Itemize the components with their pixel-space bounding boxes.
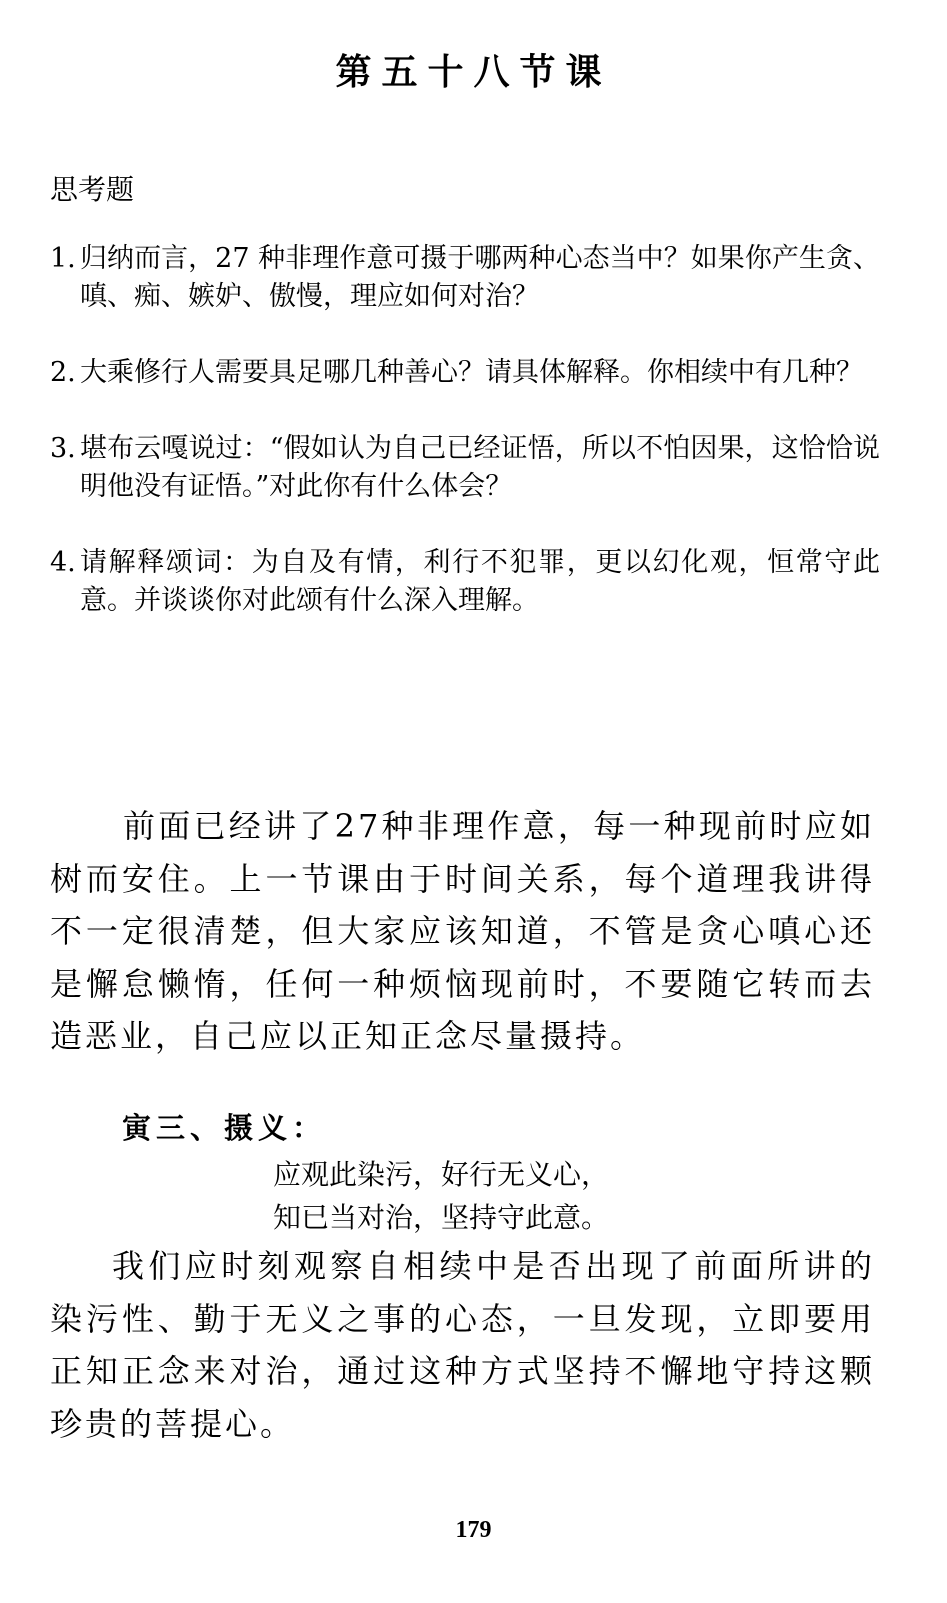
question-text: 请解释颂词：为自及有情，利行不犯罪，更以幻化观，恒常守此意。并谈谈你对此颂有什么深入理解。 <box>80 547 880 616</box>
section-heading: 寅三、摄义： <box>122 1111 327 1145</box>
question-list <box>50 240 880 658</box>
question-text: 归纳而言，27 种非理作意可摄于哪两种心态当中？如果你产生贪、嗔、痴、嫉妒、傲慢，理应如何对治？ <box>80 243 880 312</box>
page-number: 179 <box>455 1517 492 1543</box>
question-number: 4. <box>50 547 76 578</box>
verse-line: 知已当对治，坚持守此意。 <box>273 1201 610 1234</box>
question-item <box>50 354 880 392</box>
question-item <box>50 430 880 506</box>
verse-line: 应观此染污，好行无义心， <box>273 1158 610 1191</box>
body-paragraph: 前面已经讲了27种非理作意，每一种现前时应如树而安住。上一节课由于时间关系，每个道理我讲得不一定很清楚，但大家应该知道，不管是贪心嗔心还是懈怠懒惰，任何一种烦恼现前时，不要随它转而去造恶业，自己应以正知正念尽量摄持。 <box>50 807 875 1055</box>
lesson-title: 第五十八节课 <box>335 51 612 93</box>
question-number: 2. <box>50 357 76 388</box>
body-paragraph: 我们应时刻观察自相续中是否出现了前面所讲的染污性、勤于无义之事的心态，一旦发现，立即要用正知正念来对治，通过这种方式坚持不懈地守持这颗珍贵的菩提心。 <box>50 1247 875 1443</box>
question-text: 大乘修行人需要具足哪几种善心？请具体解释。你相续中有几种？ <box>80 357 863 388</box>
verse-block <box>273 1153 609 1239</box>
question-number: 1. <box>50 243 76 274</box>
questions-heading: 思考题 <box>50 173 135 206</box>
question-item <box>50 544 880 620</box>
question-item <box>50 240 880 316</box>
question-number: 3. <box>50 433 76 464</box>
question-text: 堪布云嘎说过：“假如认为自己已经证悟，所以不怕因果，这恰恰说明他没有证悟。”对此你有什么体会？ <box>80 433 880 502</box>
